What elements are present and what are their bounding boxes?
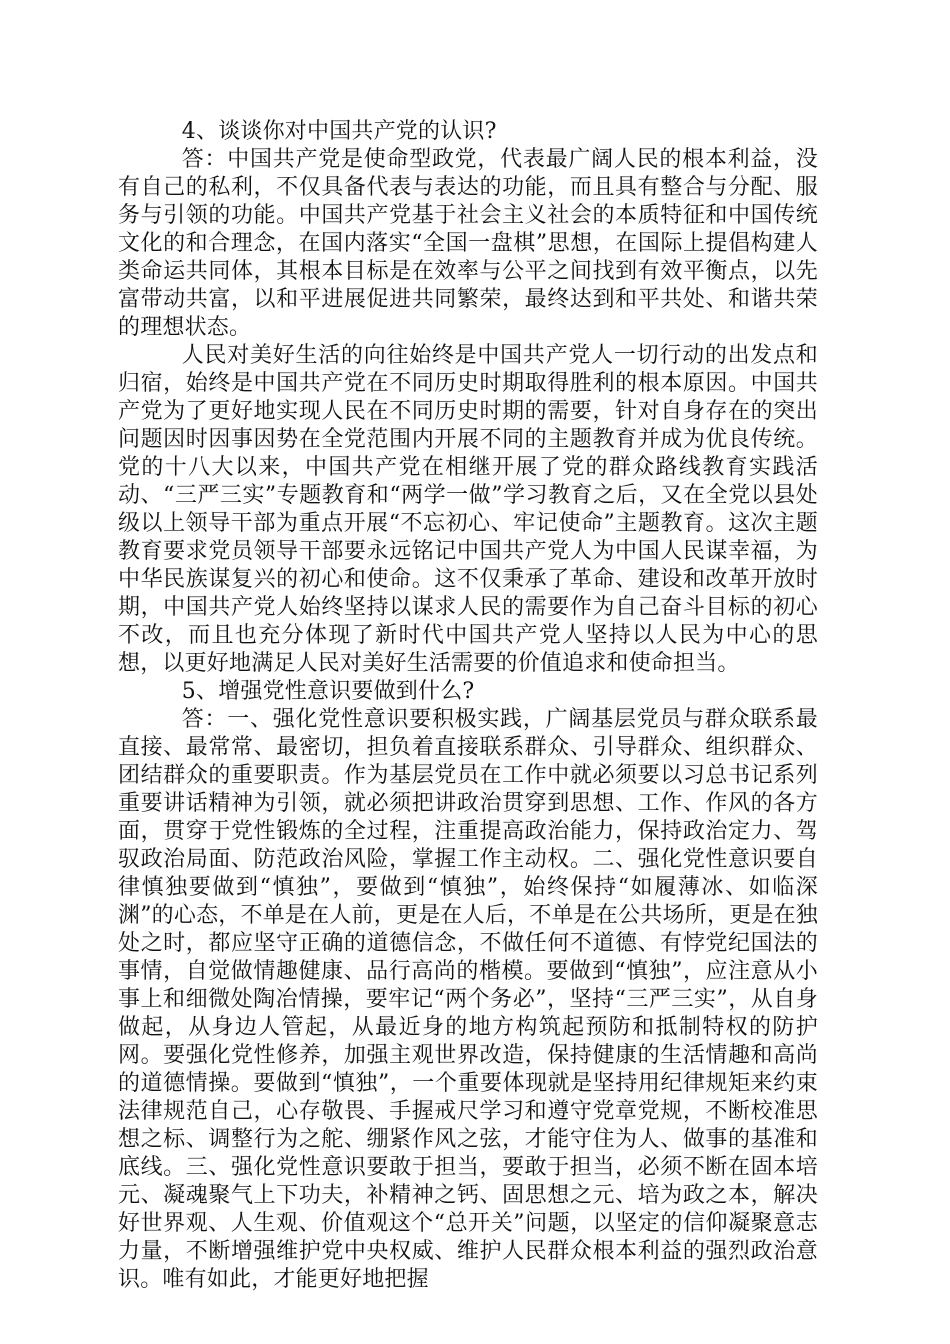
answer-paragraph-4b: 人民对美好生活的向往始终是中国共产党人一切行动的出发点和归宿，始终是中国共产党在不同历史时期取得胜利的根本原因。中国共产党为了更好地实现人民在不同历史时期的需要，针对自身存在的突出问题因时因事因势在全党范围内开展不同的主题教育并成为优良传统。党的十八大以来，中国共产党在相继开展了党的群众路线教育实践活动、“三严三实”专题教育和“两学一做”学习教育之后，又在全党以县处级以上领导干部为重点开展“不忘初心、牢记使命”主题教育。这次主题教育要求党员领导干部要永远铭记中国共产党人为中国人民谋幸福，为中华民族谋复兴的初心和使命。这不仅秉承了革命、建设和改革开放时期，中国共产党人始终坚持以谋求人民的需要作为自己奋斗目标的初心不改，而且也充分体现了新时代中国共产党人坚持以人民为中心的思想，以更好地满足人民对美好生活需要的价值追求和使命担当。 xyxy=(118,343,818,676)
answer-paragraph-4a: 答：中国共产党是使命型政党，代表最广阔人民的根本利益，没有自己的私利，不仅具备代表与表达的功能，而且具有整合与分配、服务与引领的功能。中国共产党基于社会主义社会的本质特征和中国传统文化的和合理念，在国内落实“全国一盘棋”思想，在国际上提倡构建人类命运共同体，其根本目标是在效率与公平之间找到有效平衡点，以先富带动共富，以和平进展促进共同繁荣，最终达到和平共处、和谐共荣的理想状态。 xyxy=(118,147,818,340)
question-heading-4: 4、谈谈你对中国共产党的认识? xyxy=(181,119,497,144)
answer-paragraph-5: 答：一、强化党性意识要积极实践，广阔基层党员与群众联系最直接、最常常、最密切，担负着直接联系群众、引导群众、组织群众、团结群众的重要职责。作为基层党员在工作中就必须要以习总书记系列重要讲话精神为引领，就必须把讲政治贯穿到思想、工作、作风的各方面，贯穿于党性锻炼的全过程，注重提高政治能力，保持政治定力、驾驭政治局面、防范政治风险，掌握工作主动权。二、强化党性意识要自律慎独要做到“慎独”，要做到“慎独”，始终保持“如履薄冰、如临深渊”的心态，不单是在人前，更是在人后，不单是在公共场所，更是在独处之时，都应坚守正确的道德信念，不做任何不道德、有悖党纪国法的事情，自觉做情趣健康、品行高尚的楷模。要做到“慎独”，应注意从小事上和细微处陶冶情操，要牢记“两个务必”，坚持“三严三实”，从自身做起，从身边人管起，从最近身的地方构筑起预防和抵制特权的防护网。要强化党性修养，加强主观世界改造，保持健康的生活情趣和高尚的道德情操。要做到“慎独”，一个重要体现就是坚持用纪律规矩来约束法律规范自己，心存敬畏、手握戒尺学习和遵守党章党规，不断校准思想之标、调整行为之舵、绷紧作风之弦，才能守住为人、做事的基准和底线。三、强化党性意识要敢于担当，要敢于担当，必须不断在固本培元、凝魂聚气上下功夫，补精神之钙、固思想之元、培为政之本，解决好世界观、人生观、价值观这个“总开关”问题，以坚定的信仰凝聚意志力量，不断增强维护党中央权威、维护人民群众根本利益的强烈政治意识。唯有如此，才能更好地把握 xyxy=(118,707,818,1292)
question-heading-5: 5、增强党性意识要做到什么? xyxy=(181,679,475,704)
document-body xyxy=(118,118,818,1294)
